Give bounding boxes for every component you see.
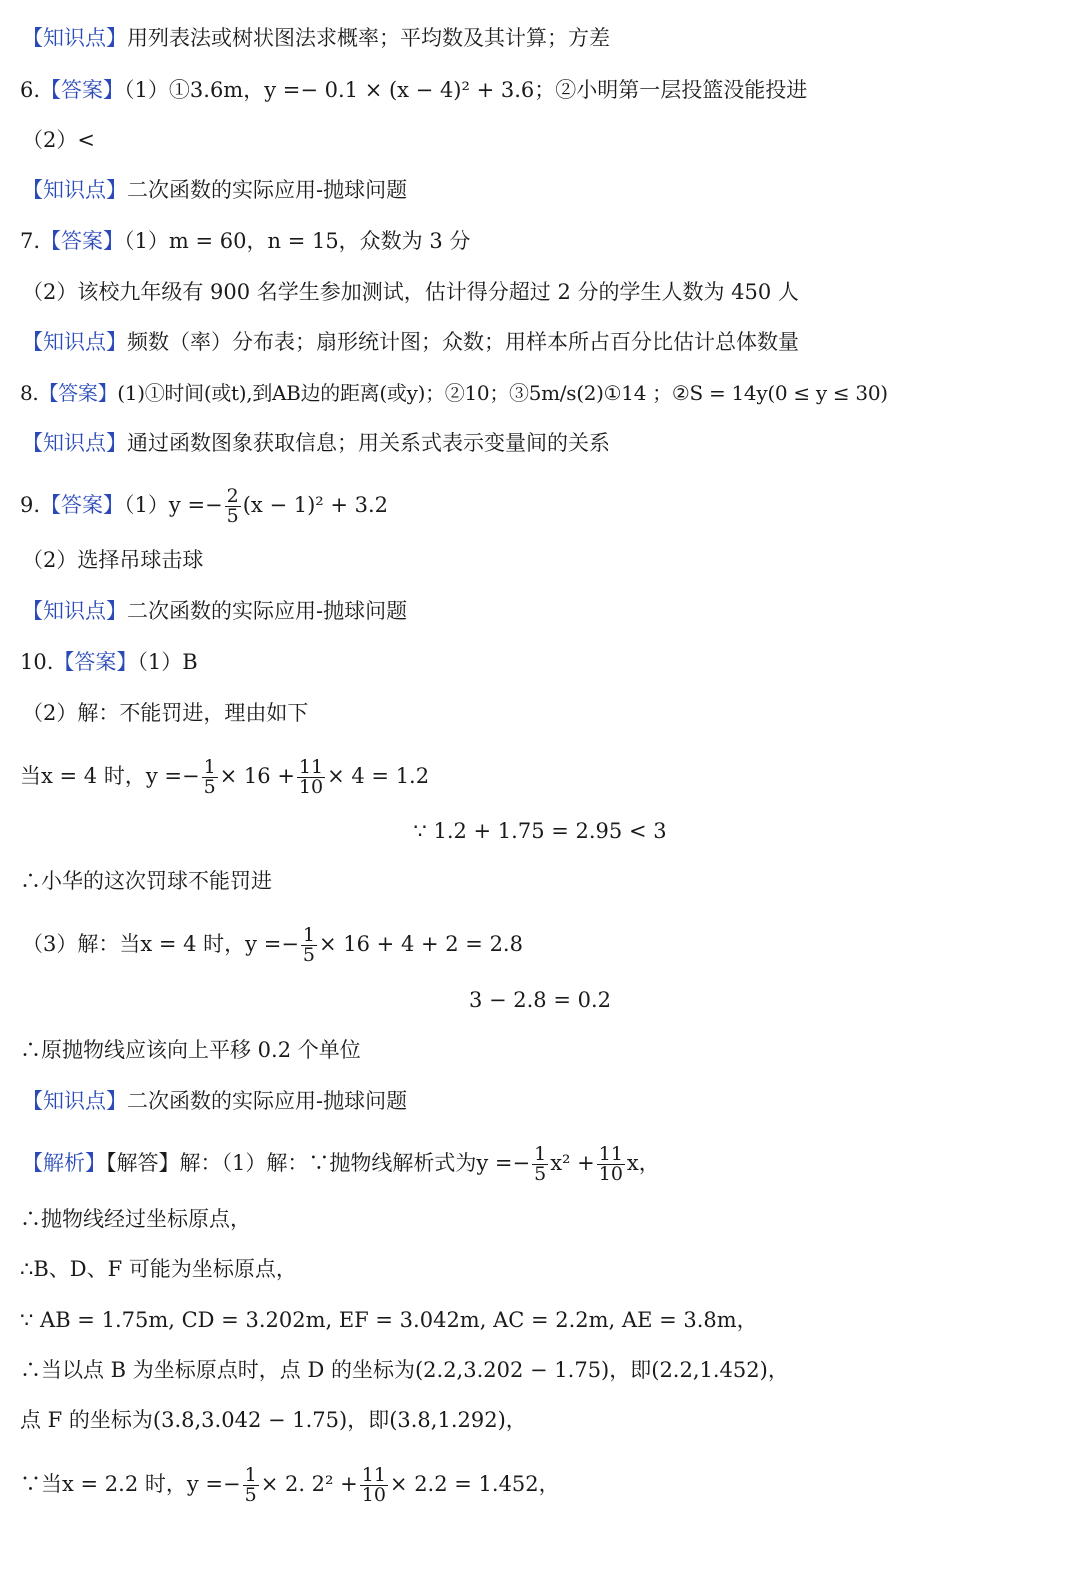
fraction-numerator: 11 [298, 756, 324, 778]
analysis-step [20, 1205, 251, 1233]
question-number: 8. [20, 381, 39, 405]
formula-pre: 解：（1）解：∵抛物线解析式为y =− [179, 1151, 531, 1175]
fraction-numerator: 1 [203, 756, 216, 778]
line-text: 二次函数的实际应用-抛球问题 [127, 178, 408, 202]
formula-pre: （1）y =− [124, 493, 223, 517]
answer-9 [20, 487, 388, 526]
line-text: (1)①时间(或t),到AB边的距离(或y)；②10；③5m/s(2)①14 ；②S = 14y(0 ≤ y ≤ 30) [117, 381, 888, 405]
knowledge-tag: 【知识点】 [22, 330, 127, 354]
line-text: （2）< [22, 128, 95, 152]
line-text: 频数（率）分布表；扇形统计图；众数；用样本所占百分比估计总体数量 [127, 330, 799, 354]
formula-post: (x − 1)² + 3.2 [242, 493, 389, 517]
line-text: ∵ AB = 1.75m, CD = 3.202m, EF = 3.042m, AC = 2.2m, AE = 3.8m， [20, 1308, 758, 1332]
fraction [532, 1145, 548, 1184]
analysis-line [22, 1145, 660, 1184]
answer-tag: 【答案】 [40, 229, 125, 253]
answer-7-part2 [22, 278, 799, 306]
answer-7 [20, 227, 470, 255]
line-text: （1）①3.6m，y =− 0.1 × (x − 4)² + 3.6；②小明第一层投篮没能投进 [124, 78, 808, 102]
fraction-denominator: 5 [203, 776, 216, 798]
line-knowledge-5 [22, 24, 610, 52]
answer-9-part2 [22, 546, 203, 574]
line-text: 点 F 的坐标为(3.8,3.042 − 1.75)，即(3.8,1.292)， [20, 1408, 527, 1432]
line-text: （2）该校九年级有 900 名学生参加测试，估计得分超过 2 分的学生人数为 450 人 [22, 280, 799, 304]
fraction-numerator: 11 [361, 1464, 386, 1486]
line-text: （2）解：不能罚进，理由如下 [22, 701, 309, 725]
line-text: （2）选择吊球击球 [22, 548, 204, 572]
fraction-numerator: 11 [598, 1143, 623, 1165]
line-text: ∴抛物线经过坐标原点， [20, 1207, 251, 1231]
fraction [243, 1466, 259, 1505]
fraction-denominator: 5 [534, 1163, 547, 1185]
line-knowledge-10 [22, 1087, 407, 1115]
answer-8 [20, 379, 888, 407]
formula-post: × 4 = 1.2 [327, 764, 430, 788]
knowledge-tag: 【知识点】 [22, 26, 127, 50]
equation-line [20, 758, 429, 797]
line-text: 二次函数的实际应用-抛球问题 [127, 599, 408, 623]
line-knowledge-9 [22, 597, 407, 625]
fraction-denominator: 10 [598, 1163, 623, 1185]
conclusion-line [20, 1036, 361, 1064]
line-knowledge-7 [22, 328, 799, 356]
analysis-step [20, 1356, 789, 1384]
analysis-step [20, 1406, 527, 1434]
knowledge-tag: 【知识点】 [22, 1089, 127, 1113]
answer-tag: 【答案】 [40, 493, 125, 517]
fraction-numerator: 1 [302, 924, 316, 946]
answer-tag: 【答案】 [53, 650, 138, 674]
analysis-step [20, 1306, 758, 1334]
line-text: ∴当以点 B 为坐标原点时，点 D 的坐标为(2.2,3.202 − 1.75)，即(2.2,1.452)， [20, 1358, 789, 1382]
knowledge-tag: 【知识点】 [22, 599, 127, 623]
line-text: 二次函数的实际应用-抛球问题 [127, 1089, 408, 1113]
formula-post: x， [626, 1151, 660, 1175]
formula-post: × 2.2 = 1.452， [389, 1472, 560, 1496]
formula-pre: （3）解：当x = 4 时，y =− [22, 932, 299, 956]
formula-mid: × 2. 2² + [260, 1472, 358, 1496]
answer-tag: 【答案】 [38, 381, 118, 405]
line-text: ∴小华的这次罚球不能罚进 [20, 869, 272, 893]
line-text: （1）m = 60，n = 15，众数为 3 分 [124, 229, 471, 253]
knowledge-tag: 【知识点】 [22, 431, 127, 455]
line-text: ∴原抛物线应该向上平移 0.2 个单位 [20, 1038, 361, 1062]
solution-tag: 【解答】 [106, 1151, 180, 1175]
centered-equation: ∵ 1.2 + 1.75 = 2.95 < 3 [413, 819, 667, 843]
knowledge-tag: 【知识点】 [22, 178, 127, 202]
answer-10-part2 [22, 699, 308, 727]
line-text: 用列表法或树状图法求概率；平均数及其计算；方差 [127, 26, 610, 50]
fraction [225, 487, 241, 526]
fraction-numerator: 1 [534, 1143, 547, 1165]
fraction [597, 1145, 625, 1184]
line-text: 通过函数图象获取信息；用关系式表示变量间的关系 [127, 431, 610, 455]
answer-6 [20, 76, 807, 104]
question-number: 6. [20, 78, 41, 102]
answer-tag: 【答案】 [40, 78, 125, 102]
line-text: ∴B、D、F 可能为坐标原点， [20, 1257, 297, 1281]
analysis-tag: 【解析】 [22, 1151, 106, 1175]
formula-mid: × 16 + [219, 764, 295, 788]
fraction-denominator: 5 [226, 505, 239, 527]
formula-pre: ∵当x = 2.2 时，y =− [20, 1472, 241, 1496]
analysis-step [20, 1466, 560, 1505]
formula-pre: 当x = 4 时，y =− [20, 764, 200, 788]
question-number: 9. [20, 493, 41, 517]
fraction [297, 758, 325, 797]
line-knowledge-6 [22, 176, 407, 204]
conclusion-line [20, 867, 272, 895]
fraction [360, 1466, 388, 1505]
answer-10 [20, 648, 198, 676]
fraction-denominator: 5 [244, 1484, 257, 1506]
question-number: 7. [20, 229, 41, 253]
answer-6-part2 [22, 126, 95, 154]
fraction-denominator: 10 [361, 1484, 386, 1506]
fraction-denominator: 5 [302, 944, 316, 966]
fraction [301, 926, 317, 965]
formula-mid: x² + [550, 1151, 595, 1175]
fraction-denominator: 10 [298, 776, 324, 798]
answer-10-part3 [22, 926, 523, 965]
fraction [202, 758, 218, 797]
formula-post: × 16 + 4 + 2 = 2.8 [319, 932, 523, 956]
fraction-numerator: 1 [244, 1464, 257, 1486]
line-knowledge-8 [22, 429, 610, 457]
centered-equation: 3 − 2.8 = 0.2 [468, 988, 612, 1012]
line-text: （1）B [137, 650, 198, 674]
question-number: 10. [20, 650, 54, 674]
analysis-step [20, 1255, 297, 1283]
fraction-numerator: 2 [226, 485, 239, 507]
